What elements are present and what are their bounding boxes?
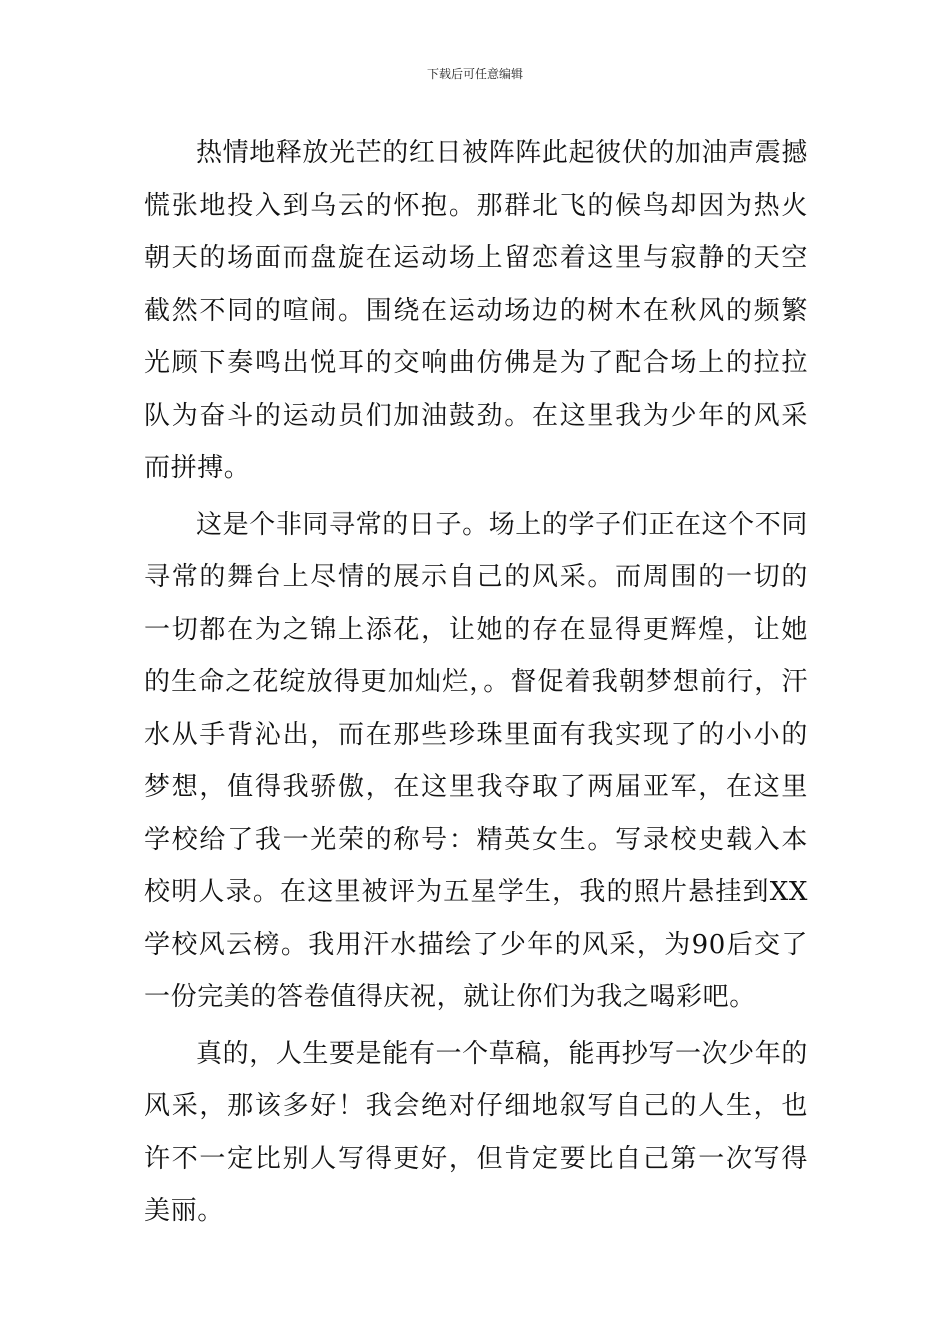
document-body	[144, 127, 808, 1238]
page-header: 下载后可任意编辑	[426, 67, 523, 81]
paragraph-3: 真的，人生要是能有一个草稿，能再抄写一次少年的风采，那该多好！我会绝对仔细地叙写自己的人生，也许不一定比别人写得更好，但肯定要比自己第一次写得美丽。	[144, 1038, 808, 1226]
paragraph-1: 热情地释放光芒的红日被阵阵此起彼伏的加油声震撼慌张地投入到乌云的怀抱。那群北飞的候鸟却因为热火朝天的场面而盘旋在运动场上留恋着这里与寂静的天空截然不同的喧闹。围绕在运动场边的树木在秋风的频繁光顾下奏鸣出悦耳的交响曲仿佛是为了配合场上的拉拉队为奋斗的运动员们加油鼓劲。在这里我为少年的风采而拼搏。	[144, 138, 808, 483]
paragraph-2: 这是个非同寻常的日子。场上的学子们正在这个不同寻常的舞台上尽情的展示自己的风采。而周围的一切的一切都在为之锦上添花，让她的存在显得更辉煌，让她的生命之花绽放得更加灿烂，。督促着我朝梦想前行，汗水从手背沁出，而在那些珍珠里面有我实现了的小小的梦想，值得我骄傲，在这里我夺取了两届亚军，在这里学校给了我一光荣的称号：精英女生。写录校史载入本校明人录。在这里被评为五星学生，我的照片悬挂到XX学校风云榜。我用汗水描绘了少年的风采，为90后交了一份完美的答卷值得庆祝，就让你们为我之喝彩吧。	[144, 509, 808, 1012]
